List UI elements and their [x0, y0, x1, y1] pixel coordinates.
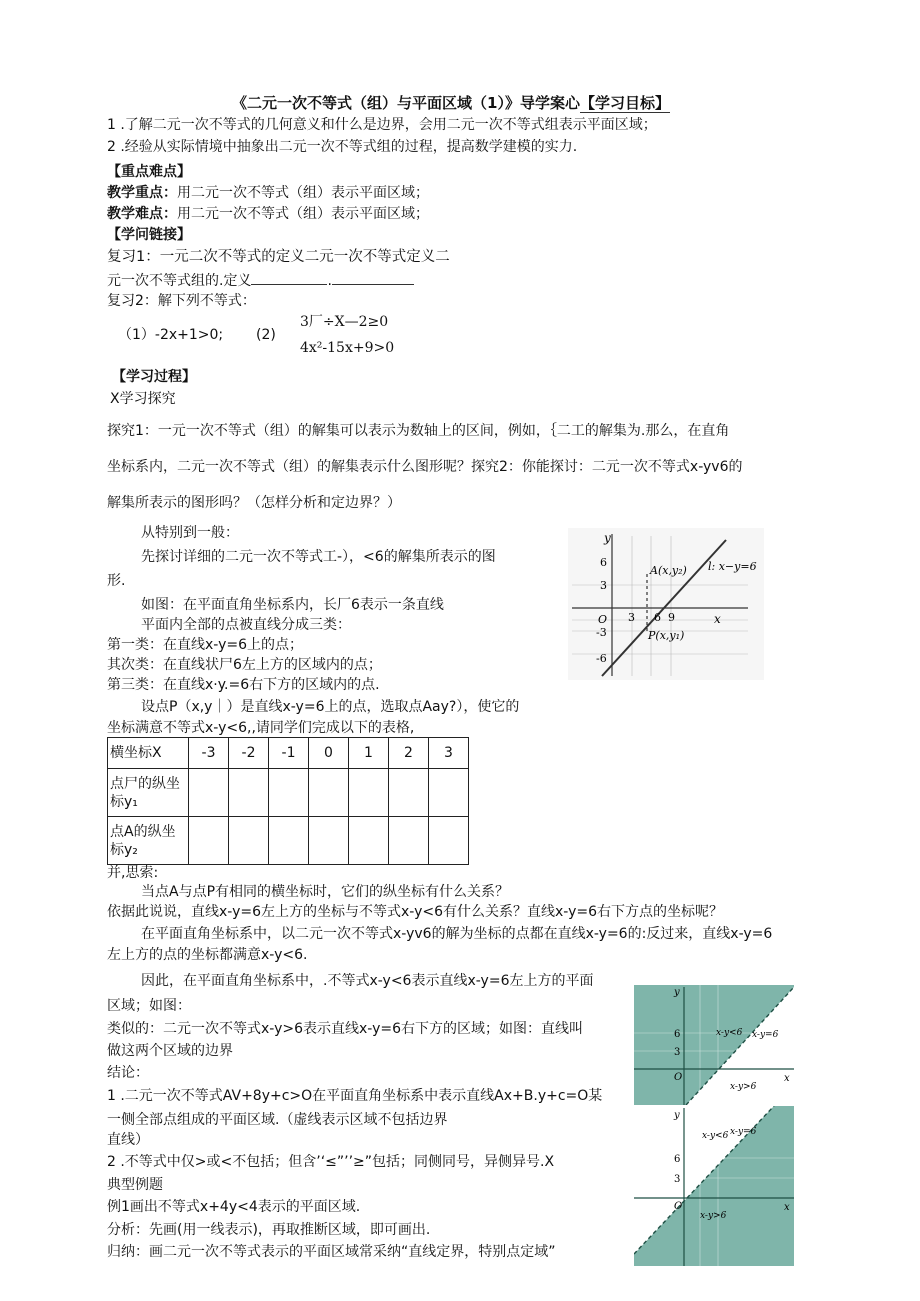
tick-y-3: 3 [674, 1174, 681, 1185]
tick-y-neg6: -6 [596, 652, 607, 665]
table-cell-empty[interactable] [229, 817, 269, 865]
inequality-1: （1）-2x+1>0; [118, 327, 224, 343]
x-axis-label: x [784, 1202, 790, 1213]
class-2: 其次类：在直线状尸6左上方的区域内的点； [107, 657, 382, 673]
tick-x-6: 6 [654, 611, 661, 624]
difficulty-text: 用二元一次不等式（组）表示平面区域； [177, 206, 429, 222]
y-axis-label: y [674, 1110, 680, 1121]
line-l-label: l: x−y=6 [708, 560, 757, 573]
table-row-y1 [108, 769, 469, 817]
question-2: 依据此说说，直线x-y=6左上方的坐标与不等式x-y<6有什么关系？直线x-y=6右下方点的坐标呢？ [107, 904, 724, 920]
conclusion-para-b: 区域；如图： [107, 998, 191, 1014]
class-1: 第一类：在直线x-y=6上的点； [107, 637, 304, 653]
origin-label: O [598, 613, 608, 626]
question-3-line-b: 左上方的点的坐标都满意x-y<6. [107, 947, 308, 963]
other-region-label: x-y>6 [700, 1211, 727, 1221]
explore-1-line-c: 解集所表示的图形吗？（怎样分析和定边界？） [107, 495, 401, 511]
region-label: x-y<6 [702, 1131, 729, 1141]
summary: 归纳：画二元一次不等式表示的平面区域常采纳“直线定界，特别点定域” [107, 1244, 556, 1260]
table-cell-x: 2 [389, 738, 429, 769]
origin-label: O [674, 1201, 683, 1212]
region-label: x-y<6 [716, 1028, 743, 1038]
key-text: 用二元一次不等式（组）表示平面区域； [177, 185, 429, 201]
table-cell-x: 3 [429, 738, 469, 769]
title-goal: 【学习目标】 [579, 94, 670, 112]
difficulty-line [107, 205, 429, 223]
para-explore-b: 形. [107, 573, 126, 589]
para-special-to-general: 从特别到一般： [141, 525, 239, 541]
question-1: 当点A与点P有相同的横坐标时，它们的纵坐标有什么关系？ [141, 884, 510, 900]
boundary-label: x-y=6 [730, 1127, 757, 1137]
para-think: 并,思索: [107, 865, 159, 881]
table-row-x [108, 738, 469, 769]
rule-2: 2 .不等式中仅>或<不包括；但含’‘≤”’’≥”包括；同侧同号，异侧异号.X [107, 1154, 555, 1170]
table-cell-empty[interactable] [349, 817, 389, 865]
x-axis-label: x [714, 612, 721, 626]
class-3: 第三类：在直线x·y.=6右下方的区域内的点. [107, 677, 380, 693]
table-cell-x: 0 [309, 738, 349, 769]
table-header-y2: 点A的纵坐 标y₂ [108, 817, 189, 865]
table-cell-empty[interactable] [389, 817, 429, 865]
tick-y-6: 6 [600, 556, 607, 569]
table-cell-x: -3 [189, 738, 229, 769]
table-cell-x: -1 [269, 738, 309, 769]
rule-1-line-c: 直线） [107, 1132, 149, 1148]
para-point-p: 设点P（x,y｜）是直线x-y=6上的点，选取点Aay?），使它的 [141, 699, 520, 715]
para-explore-a: 先探讨详细的二元一次不等式工-），<6的解集所表示的图 [141, 549, 496, 565]
rule-1-line-b: 一侧全部点组成的平面区域.（虚线表示区域不包括边界 [107, 1112, 448, 1128]
review-2: 复习2：解下列不等式： [107, 293, 256, 309]
similar-para-a: 类似的：二元一次不等式x-y>6表示直线x-y=6右下方的区域；如图：直线叫 [107, 1021, 584, 1037]
point-a-label: A(x,y₂) [650, 564, 687, 577]
answer-blank-1[interactable] [251, 270, 327, 285]
table-cell-empty[interactable] [309, 817, 349, 865]
table-row-y2 [108, 817, 469, 865]
inequality-2a: 3厂÷X—2≥0 [300, 314, 389, 330]
tick-x-3: 3 [628, 611, 635, 624]
tick-y-3: 3 [600, 579, 607, 592]
table-cell-x: -2 [229, 738, 269, 769]
table-cell-empty[interactable] [429, 769, 469, 817]
heading-knowledge-link: 【学问链接】 [107, 227, 191, 243]
table-cell-empty[interactable] [429, 817, 469, 865]
table-cell-empty[interactable] [269, 769, 309, 817]
para-as-figure: 如图：在平面直角坐标系内，长厂6表示一条直线 [141, 597, 444, 613]
rule-1-line-a: 1 .二元一次不等式AV+8y+c>O在平面直角坐标系中表示直线Ax+B.y+c=O某 [107, 1088, 603, 1104]
table-header-y1: 点尸的纵坐 标y₁ [108, 769, 189, 817]
table-cell-empty[interactable] [309, 769, 349, 817]
conclusion-label: 结论： [107, 1065, 149, 1081]
x-axis-label: x [784, 1073, 790, 1084]
goal-2: 2 .经验从实际情境中抽象出二元一次不等式组的过程，提高数学建模的实力. [107, 139, 578, 155]
tick-y-6: 6 [674, 1154, 681, 1165]
origin-label: O [674, 1072, 683, 1083]
coordinate-table [107, 737, 469, 865]
conclusion-para-a: 因此，在平面直角坐标系中，.不等式x-y<6表示直线x-y=6左上方的平面 [141, 973, 594, 989]
explore-1-line-b: 坐标系内，二元一次不等式（组）的解集表示什么图形呢？探究2：你能探讨：二元一次不等式x-yv6的 [107, 459, 743, 475]
figure-region-greater [634, 1106, 794, 1266]
figure-line-xy6 [568, 528, 764, 680]
key-label: 教学重点： [107, 185, 177, 201]
y-axis-label: y [674, 987, 680, 998]
table-cell-empty[interactable] [189, 817, 229, 865]
page-title: 《二元一次不等式（组）与平面区域（1）》导学案心【学习目标】 [232, 94, 670, 112]
similar-para-b: 做这两个区域的边界 [107, 1043, 233, 1059]
figure-region-less [634, 985, 794, 1105]
tick-y-neg3: -3 [596, 626, 607, 639]
y-axis-label: y [604, 531, 611, 545]
heading-typical-examples: 典型例题 [107, 1177, 163, 1193]
study-explore: X学习探究 [110, 391, 176, 407]
inequality-2-label: (2) [256, 327, 276, 343]
difficulty-label: 教学难点： [107, 206, 177, 222]
review-1-line-a: 复习1：一元二次不等式的定义二元一次不等式定义二 [107, 249, 450, 265]
para-complete-table: 坐标满意不等式x-y<6,,请同学们完成以下的表格, [107, 720, 415, 736]
table-cell-empty[interactable] [229, 769, 269, 817]
analysis: 分析：先画(用一线表示)，再取推断区域，即可画出. [107, 1222, 431, 1238]
question-3-line-a: 在平面直角坐标系中，以二元一次不等式x-yv6的解为坐标的点都在直线x-y=6的:反过来，直线x-y=6 [141, 926, 773, 942]
table-cell-empty[interactable] [189, 769, 229, 817]
key-point-line [107, 184, 429, 202]
point-p-label: P(x,y₁) [648, 629, 685, 642]
tick-y-3: 3 [674, 1047, 681, 1058]
goal-1: 1 .了解二元一次不等式的几何意义和什么是边界，会用二元一次不等式组表示平面区域； [107, 117, 657, 133]
table-cell-x: 1 [349, 738, 389, 769]
answer-blank-2[interactable] [332, 270, 414, 285]
inequality-2b: 4x²-15x+9>0 [300, 340, 395, 356]
boundary-label: x-y=6 [752, 1030, 779, 1040]
tick-y-6: 6 [674, 1029, 681, 1040]
table-header-x: 横坐标X [108, 738, 189, 769]
heading-learning-process: 【学习过程】 [112, 369, 196, 385]
explore-1-line-a: 探究1：一元一次不等式（组）的解集可以表示为数轴上的区间，例如，｛二工的解集为.那么，在直角 [107, 423, 730, 439]
table-cell-empty[interactable] [349, 769, 389, 817]
other-region-label: x-y>6 [730, 1082, 757, 1092]
example-1: 例1画出不等式x+4y<4表示的平面区域. [107, 1199, 361, 1215]
tick-x-9: 9 [668, 611, 675, 624]
para-three-classes: 平面内全部的点被直线分成三类： [141, 617, 351, 633]
table-cell-empty[interactable] [269, 817, 309, 865]
table-cell-empty[interactable] [389, 769, 429, 817]
review-1-line-b: 元一次不等式组的.定义 . [107, 270, 414, 290]
heading-key-points: 【重点难点】 [107, 164, 191, 180]
